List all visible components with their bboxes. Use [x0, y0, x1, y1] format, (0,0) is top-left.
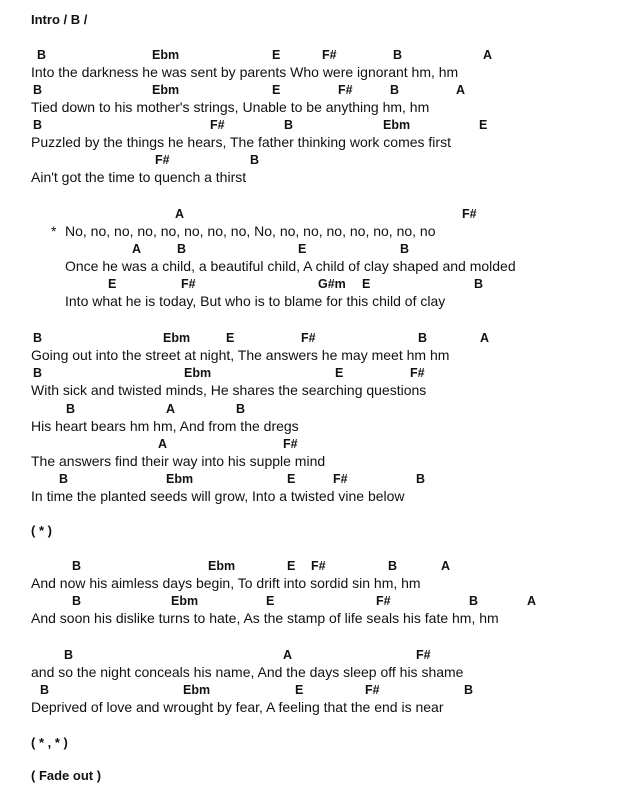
chord-verse1-2-2: B: [284, 118, 294, 132]
chord-verse2-3-0: A: [158, 437, 168, 451]
chord-verse1-1-3: F#: [338, 83, 353, 97]
chord-verse1-0-1: Ebm: [152, 48, 180, 62]
chord-verse1-3-1: B: [250, 153, 260, 167]
chord-verse2-4-2: E: [287, 472, 296, 486]
chord-verse3-1-0: B: [72, 594, 82, 608]
lyric-line-verse1-1: Tied down to his mother's strings, Unable to be anything hm, hm: [31, 99, 430, 115]
chord-chorus-2-1: F#: [181, 277, 196, 291]
chord-verse1-1-4: B: [390, 83, 400, 97]
chord-verse2-2-1: A: [166, 402, 176, 416]
chord-chorus-2-2: G#m: [318, 277, 346, 291]
chord-verse2-0-5: A: [480, 331, 490, 345]
lyric-line-verse2-3: The answers find their way into his supple mind: [31, 453, 326, 469]
chord-chorus-0-1: F#: [462, 207, 477, 221]
lyric-line-verse1-3: Ain't got the time to quench a thirst: [31, 169, 247, 185]
chord-verse2-1-1: Ebm: [184, 366, 212, 380]
chord-verse3-1-3: F#: [376, 594, 391, 608]
chord-verse3-2-0: B: [64, 648, 74, 662]
chord-verse1-2-1: F#: [210, 118, 225, 132]
chord-verse3-0-5: A: [441, 559, 451, 573]
chord-verse3-2-1: A: [283, 648, 293, 662]
chord-chorus-2-4: B: [474, 277, 484, 291]
chord-chorus-1-1: B: [177, 242, 187, 256]
lyric-line-verse3-3: Deprived of love and wrought by fear, A feeling that the end is near: [31, 699, 444, 715]
chord-verse1-1-0: B: [33, 83, 43, 97]
fade-out-label: ( Fade out ): [31, 768, 102, 783]
chord-chorus-1-3: B: [400, 242, 410, 256]
chord-verse3-3-1: Ebm: [183, 683, 211, 697]
chord-chorus-2-0: E: [108, 277, 117, 291]
chord-verse3-1-2: E: [266, 594, 275, 608]
chord-verse2-0-2: E: [226, 331, 235, 345]
chord-verse2-4-4: B: [416, 472, 426, 486]
lyric-line-verse3-1: And soon his dislike turns to hate, As the stamp of life seals his fate hm, hm: [31, 610, 499, 626]
chord-verse2-4-3: F#: [333, 472, 348, 486]
chord-chorus-1-0: A: [132, 242, 142, 256]
chord-verse1-0-0: B: [37, 48, 47, 62]
chord-verse3-0-4: B: [388, 559, 398, 573]
chord-verse1-0-2: E: [272, 48, 281, 62]
lyric-line-chorus-2: Into what he is today, But who is to blame for this child of clay: [65, 293, 446, 309]
chord-verse2-2-0: B: [66, 402, 76, 416]
chord-verse2-0-1: Ebm: [163, 331, 191, 345]
chord-verse1-1-1: Ebm: [152, 83, 180, 97]
lyric-line-verse2-1: With sick and twisted minds, He shares the searching questions: [31, 382, 427, 398]
repeat-chorus-label: ( * ): [31, 523, 52, 538]
chord-verse3-1-1: Ebm: [171, 594, 199, 608]
chord-verse3-3-2: E: [295, 683, 304, 697]
lyric-line-verse3-0: And now his aimless days begin, To drift into sordid sin hm, hm: [31, 575, 421, 591]
chord-verse3-3-3: F#: [365, 683, 380, 697]
chord-verse3-0-1: Ebm: [208, 559, 236, 573]
chord-verse2-3-1: F#: [283, 437, 298, 451]
chord-chorus-0-0: A: [175, 207, 185, 221]
chord-verse1-3-0: F#: [155, 153, 170, 167]
chord-verse3-0-3: F#: [311, 559, 326, 573]
chord-verse1-2-4: E: [479, 118, 488, 132]
chord-verse2-0-0: B: [33, 331, 43, 345]
chord-verse1-1-2: E: [272, 83, 281, 97]
intro-label: Intro / B /: [31, 12, 88, 27]
chord-verse3-1-4: B: [469, 594, 479, 608]
chord-verse1-0-4: B: [393, 48, 403, 62]
chord-verse2-1-3: F#: [410, 366, 425, 380]
lyric-line-verse3-2: and so the night conceals his name, And the days sleep off his shame: [31, 664, 464, 680]
chord-chorus-1-2: E: [298, 242, 307, 256]
chord-verse2-2-2: B: [236, 402, 246, 416]
lyric-line-chorus-1: Once he was a child, a beautiful child, A child of clay shaped and molded: [65, 258, 516, 274]
chord-verse2-0-4: B: [418, 331, 428, 345]
chord-verse2-4-1: Ebm: [166, 472, 194, 486]
chorus-marker: *: [51, 223, 57, 239]
lyric-line-verse2-0: Going out into the street at night, The answers he may meet hm hm: [31, 347, 450, 363]
lyric-line-verse1-2: Puzzled by the things he hears, The father thinking work comes first: [31, 134, 451, 150]
chord-chorus-2-3: E: [362, 277, 371, 291]
chord-verse1-0-3: F#: [322, 48, 337, 62]
chord-verse1-2-3: Ebm: [383, 118, 411, 132]
chord-verse3-2-2: F#: [416, 648, 431, 662]
chord-verse1-0-5: A: [483, 48, 493, 62]
chord-verse3-1-5: A: [527, 594, 537, 608]
chord-verse2-4-0: B: [59, 472, 69, 486]
chord-verse3-0-0: B: [72, 559, 82, 573]
chord-verse3-3-4: B: [464, 683, 474, 697]
chord-verse2-1-2: E: [335, 366, 344, 380]
repeat-chorus-twice-label: ( * , * ): [31, 735, 68, 750]
chord-verse2-1-0: B: [33, 366, 43, 380]
chord-verse3-0-2: E: [287, 559, 296, 573]
chord-verse2-0-3: F#: [301, 331, 316, 345]
chord-verse3-3-0: B: [40, 683, 50, 697]
lyric-line-verse1-0: Into the darkness he was sent by parents Who were ignorant hm, hm: [31, 64, 459, 80]
chord-verse1-1-5: A: [456, 83, 466, 97]
lyric-line-verse2-4: In time the planted seeds will grow, Into a twisted vine below: [31, 488, 405, 504]
lyric-line-verse2-2: His heart bears hm hm, And from the dregs: [31, 418, 299, 434]
lyric-line-chorus-0: No, no, no, no, no, no, no, no, No, no, no, no, no, no, no, no: [65, 223, 436, 239]
chord-verse1-2-0: B: [33, 118, 43, 132]
